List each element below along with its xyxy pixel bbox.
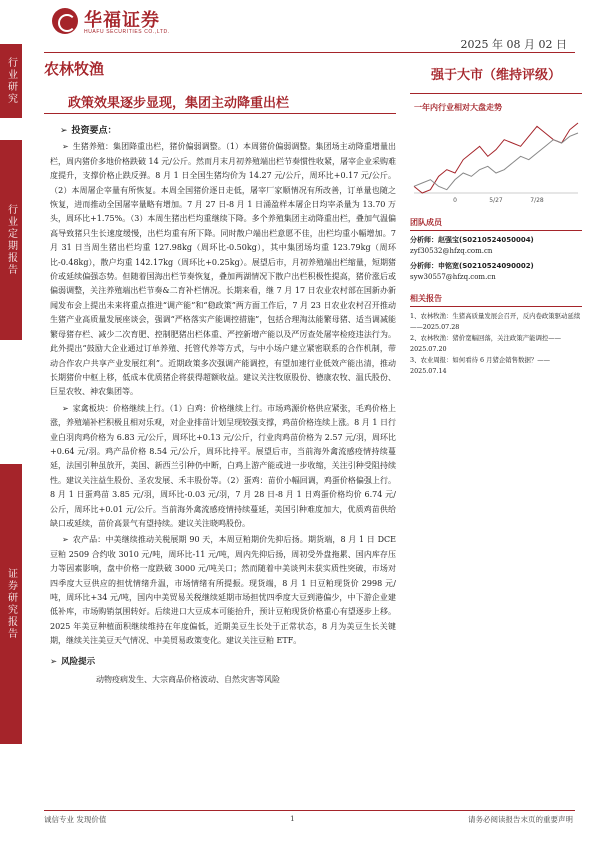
related-report-link[interactable]: 2、农林牧渔：猪价宽幅回落，关注政策产能调控——2025.07.20 xyxy=(410,334,562,353)
risk-text: 动物疫病发生、大宗商品价格波动、自然灾害等风险 xyxy=(96,675,280,685)
related-report-link[interactable]: 3、农业周报：如何看待 6 月猪企销售数据？——2025.07.14 xyxy=(410,356,551,375)
chart-x-tick-label: 5/27 xyxy=(489,197,503,204)
footer-slogan: 诚信专业 发现价值 xyxy=(44,815,107,824)
related-report-link[interactable]: 1、农林牧渔：生猪高质量发展会召开，反内卷政策驱动延续——2025.07.28 xyxy=(410,312,581,331)
chart-x-tick-label: 7/28 xyxy=(530,197,544,204)
chart-title: 一年内行业相对大盘走势 xyxy=(414,103,502,112)
header xyxy=(0,0,595,51)
risk-heading: ➢ 风险提示 xyxy=(50,656,96,667)
footer-disclaimer: 请务必阅读报告末页的重要声明 xyxy=(468,815,573,824)
brand-name-en: HUAFU SECURITIES CO.,LTD. xyxy=(84,29,170,35)
paragraph-poultry: ➢ 家禽板块：价格继续上行。（1）白鸡：价格继续上行。市场鸡源价格供应紧张，毛鸡价格上涨，养殖端补栏积极且相对乐观，对企业排苗计划呈现较强支撑，鸡苗价格连续上涨。8 月 1 日行业白羽肉鸡价格为 6.83 元/公斤，周环比+0.13 元/公斤，行业肉鸡苗价格为 2.57 元/羽，周环比+0.64 元/羽。鸡产品价格 8.54 元/公斤，周环比持平。展望后市，当前海外禽流感疫情持续蔓延，法国引种虽放开，美国、新西兰引种仍中断，白鸡上游产能或进一步收缩，关注引种受阻持续性。建议关注益生股份、圣农发展、禾丰股份等。（2）蛋鸡：苗价小幅回调，鸡蛋价格偏强上行。8 月 1 日蛋鸡苗 3.85 元/羽，周环比-0.03 元/羽，7 月 28 日-8 月 1 日鸡蛋价格均价 6.74 元/公斤，周环比+0.01 元/公斤。当前海外禽流感疫情持续蔓延，美国引种难度加大，优质鸡苗供给缺口或延续，苗价高景气有望持续。建议关注晓鸣股份。 xyxy=(50,403,396,528)
brand-name: 华福证券 xyxy=(84,10,160,31)
arrow-icon: ➢ xyxy=(50,656,58,667)
arrow-icon: ➢ xyxy=(60,126,68,136)
sidebar-label-periodic: 行业定期报告 xyxy=(0,140,22,340)
chart-x-tick-label: 0 xyxy=(453,197,457,204)
arrow-icon: ➢ xyxy=(62,142,69,152)
arrow-icon: ➢ xyxy=(62,403,69,413)
sidebar-label-securities: 证券研究报告 xyxy=(0,464,22,744)
main-content xyxy=(50,120,396,687)
footer-divider xyxy=(44,810,575,811)
analysts-heading: 团队成员 xyxy=(410,217,582,231)
related-reports xyxy=(410,311,582,377)
report-title: 政策效果逐步显现，集团主动降重出栏 xyxy=(68,96,290,111)
paragraph-hog: ➢ 生猪养殖：集团降重出栏，猪价偏弱调整。（1）本周猪价偏弱调整。集团场主动降重增量出栏，周内猪价多地价格跌破 14 元/公斤。然而月末月初养殖端出栏节奏惯性收紧，屠宰企业采购难度提升，支撑价格止跌反弹。8 月 1 日全国生猪均价为 14.27 元/公斤，周环比+0.17 元/公斤。（2）本周屠企宰量有所恢复。本周全国猪价逐日走低，屠宰厂家顺情况有所改善，订单量也随之恢复，进而推动全国屠宰量略有增加。7 月 27 日-8 月 1 日涌盈样本屠企日均宰杀量为 13.70 万头，周环比+1.75%。（3）本周生猪出栏均重继续下降。多个养殖集团主动降重出栏，叠加气温偏高导致猪只生长速度缓慢，出栏均重有所下降。同时散户端出栏意愿不佳，出栏均重小幅增加。7 月 31 日当周生猪出栏均重 127.98kg（周环比-0.50kg），其中集团场均重 123.79kg（周环比-0.48kg），散户均重 142.17kg（周环比+0.25kg）。展望后市，月初养殖端出栏缩量，短期猪价或延续偏强态势。但随着国海出栏节奏恢复，叠加两湖情况下散户出栏积极性提高，猪价涨后或偏弱调整，关注养殖端出栏节奏&二育补栏情况。长期来看，继 7 月 17 日农业农村部在国新办新闻发布会上提出未来将重点推进“调产能”和“稳政策”两方面工作后，7 月 23 日农业农村召开推动生猪产业高质量发展座谈会，强调“严格落实产能调控措施”，包括合理淘汰能繁母猪、适当调减能繁母猪存栏、减少二次育肥、控制肥猪出栏体重、严控新增产能以及严厉查处屠宰检疫违法行为。此外提出“鼓励大企业通过订单养殖、托管代养等方式，与中小场户建立紧密联系的合作机制，带动合作农户共享产业发展红利”。近期政策多次强调产能调控，有望加速行业低效产能出清，推动长期猪价中枢上移，低成本优质猪企将获得超额收益。建议关注牧原股份、德康农牧、温氏股份、巨星农牧、神农集团等。 xyxy=(50,142,396,397)
right-panel xyxy=(410,58,582,377)
related-reports-heading: 相关报告 xyxy=(410,293,582,307)
chart-series-line-0 xyxy=(414,123,578,193)
analyst-1: 分析师：赵强宝(S0210524050004) zyf30532@hfzq.com.cn xyxy=(410,236,534,255)
industry-name: 农林牧渔 xyxy=(44,60,105,78)
chart-series-line-1 xyxy=(414,133,578,190)
chart-svg xyxy=(410,117,582,207)
rating-divider xyxy=(410,93,582,94)
arrow-icon: ➢ xyxy=(62,535,69,545)
sidebar-label-research: 行业研究 xyxy=(0,44,22,118)
relative-performance-chart xyxy=(410,117,582,207)
logo xyxy=(52,6,252,44)
sidebar xyxy=(0,44,22,824)
title-divider xyxy=(44,113,396,114)
paragraph-agri: ➢ 农产品：中美继续推动关税展期 90 天，本周豆粕期价先抑后扬。期货端，8 月 1 日 DCE 豆粕 2509 合约收 3010 元/吨，周环比-11 元/吨，周内先抑后扬，周初受外盘拖累、国内库存压力等因素影响，盘中价格一度跌破 3000 元/吨关口；然而随着中美谈判未获实质性突破，市场对四季度大豆供应的担忧情绪升温，市场情绪有所提振。现货端，8 月 1 日豆粕现货价 2998 元/吨，周环比+34 元/吨，国内中美贸易关税继续延期市场担忧四季度大豆到港偏少，中下游企业建低补库，市场购销氛围转好。后续进口大豆成本可能抬升，预计豆粕现货价格重心有望逐步上移。2025 年美豆种植面积继续维持在年度偏低，近期美豆生长处于正常状态，8 月为美豆生长关键期，继续关注美豆天气情况、中美贸易政策变化。建议关注豆粕 ETF。 xyxy=(50,535,396,646)
logo-mark-icon xyxy=(52,8,78,34)
header-divider xyxy=(44,52,575,53)
key-points-heading: ➢ 投资要点： xyxy=(60,126,117,136)
report-date: 2025 年 08 月 02 日 xyxy=(460,38,567,51)
analyst-2: 分析师：申铭宽(S0210524090002) syw30557@hfzq.com.cn xyxy=(410,262,534,281)
rating: 强于大市（维持评级） xyxy=(430,68,561,83)
page-number: 1 xyxy=(290,814,295,823)
analyst-1-email: zyf30532@hfzq.com.cn xyxy=(410,247,493,255)
analyst-2-email: syw30557@hfzq.com.cn xyxy=(410,273,496,281)
